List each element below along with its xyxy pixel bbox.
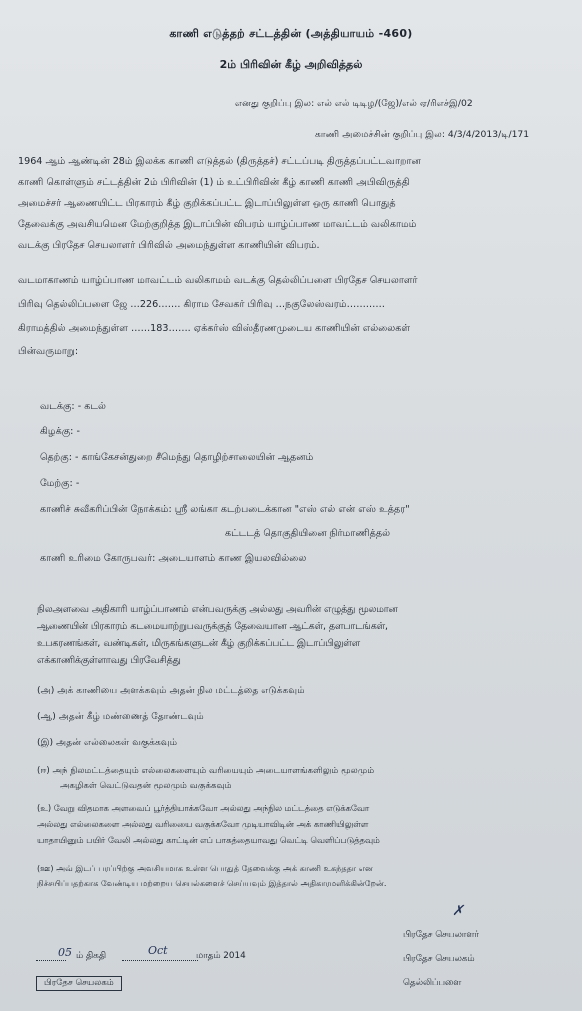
signatory-location: தெல்லிப்பளை [403, 978, 462, 988]
signature-mark: ✗ [452, 903, 464, 919]
list-item: (ஆ) அதன் கீழ் மண்ணைத் தோண்டவும் [37, 711, 204, 722]
list-item: நிச்சயிப்பதற்காக வேண்டிய மற்றைய செயல்களைச் செய்யவும் இத்தால் அதிகாரமளிக்கின்றேன். [37, 878, 387, 888]
date-day-suffix: ம் திகதி [76, 951, 106, 961]
intro-line: வடக்கு பிரதேச செயலாளர் பிரிவில் அமைந்துள்ள காணியின் விபரம். [18, 240, 320, 251]
date-day-line [36, 960, 66, 961]
list-item: (இ) அதன் எல்லைகள் வகுக்கவும் [37, 737, 178, 748]
list-item: (அ) அக் காணியை அளக்கவும் அதன் நில மட்டத்தை எடுக்கவும் [37, 685, 305, 696]
location-line: கிராமத்தில் அமைந்துள்ள ……183……. ஏக்கர்ஸ் விஸ்தீரணமுடைய காணியின் எல்லைகள் [18, 323, 411, 334]
date-month: Oct [148, 944, 168, 957]
authority-line: நிலஅளவை அதிகாரி யாழ்ப்பாணம் என்பவருக்கு அல்லது அவரின் எழுத்து மூலமான [37, 604, 398, 615]
boundary-south: தெற்கு: - காங்கேசன்துறை சீமெந்து தொழிற்சாலையின் ஆதனம் [40, 452, 314, 463]
boundary-west: மேற்கு: - [40, 478, 80, 489]
intro-line: 1964 ஆம் ஆண்டின் 28ம் இலக்க காணி எடுத்தல் (திருத்தச்) சட்டப்படி திருத்தப்பட்டவாறான [18, 156, 421, 167]
location-line: பின்வருமாறு: [18, 346, 79, 357]
intro-line: அமைச்சர் ஆணையிட்ட பிரகாரம் கீழ் குறிக்கப்பட்ட இடாப்பிலுள்ள ஒரு காணி பொதுத் [18, 198, 396, 209]
reference-ministry: காணி அமைச்சின் குறிப்பு இல: 4/3/4/2013/டி/171 [315, 129, 530, 140]
date-month-suffix: மாதம் 2014 [196, 951, 246, 961]
acquisition-purpose-cont: கட்டடத் தொகுதியினை நிர்மாணித்தல் [225, 528, 391, 539]
office-stamp: பிரதேச செயலகம் [36, 976, 122, 991]
land-claimant: காணி உரிமை கோருபவர்: அடையாளம் காண இயலவில்லை [40, 553, 307, 564]
authority-line: உபகரணங்கள், வண்டிகள், மிருகங்களுடன் கீழ் குறிக்கப்பட்ட இடாப்பிலுள்ள [37, 638, 360, 649]
reference-mine: எனது குறிப்பு இல: எல் எல் டிடிழ/(ஜே)/எல் ஏ/ரிஎச்இ/02 [235, 98, 473, 109]
list-item: (ஊ) அவ் இடப் பரப்பிற்கு அவசியமாக உள்ள பொதுத் தேவைக்கு அக் காணி உகந்ததா என [37, 863, 373, 873]
location-line: பிரிவு தெல்லிப்பளை ஜே …226……. கிராம சேவகர் பிரிவு …நகுலேஸ்வரம்………… [18, 299, 385, 310]
list-item: யாதாயினும் பயிர் வேலி அல்லது காட்டின் எப் பாகத்தையாவது வெட்டி வெளிப்படுத்தவும் [37, 835, 380, 845]
signatory-title: பிரதேச செயலாளர் [403, 930, 479, 940]
list-item: (உ) வேறு விதமாக அளவைப் பூர்த்தியாக்கவோ அல்லது அந்நில மட்டத்தை எடுக்கவோ [37, 803, 370, 813]
list-item: அல்லது எல்லைகளை அல்லது வரியைை வகுக்கவோ முடியாவிடின் அக் காணியிலுள்ள [37, 819, 369, 829]
list-item: (ஈ) அந் நிலமட்டத்தையும் எல்லைகளையும் வரியையும் அடையாளங்களிலும் மூலமும் [37, 766, 375, 776]
acquisition-purpose: காணிச் சுவீகரிப்பின் நோக்கம்: ஸ்ரீ லங்கா கடற்படைக்கான "எஸ் எல் என் எஸ் உத்தர" [40, 504, 410, 515]
location-line: வடமாகாணம் யாழ்ப்பாண மாவட்டம் வலிகாமம் வடக்கு தெல்லிப்பளை பிரதேச செயலாளர் [18, 275, 418, 286]
date-month-line [122, 960, 198, 961]
signatory-office: பிரதேச செயலகம் [403, 954, 475, 964]
boundary-north: வடக்கு: - கடல் [40, 401, 106, 412]
intro-line: காணி கொள்ளும் சட்டத்தின் 2ம் பிரிவின் (1) ம் உட்பிரிவின் கீழ் காணி காணி அபிவிருத்தி [18, 177, 410, 188]
intro-line: தேவைக்கு அவசியமென மேற்குறித்த இடாப்பின் விபரம் யாழ்ப்பாண மாவட்டம் வலிகாமம் [18, 219, 417, 230]
notice-subtitle: 2ம் பிரிவின் கீழ் அறிவித்தல் [219, 58, 363, 71]
boundary-east: கிழக்கு: - [40, 426, 80, 437]
list-item: அகழிகள் வெட்டுவதன் மூலமும் வகுக்கவும் [60, 781, 232, 791]
notice-title: காணி எடுத்தற் சட்டத்தின் (அத்தியாயம் -460) [169, 27, 413, 40]
date-day: 05 [58, 946, 72, 959]
authority-line: ஆணையின் பிரகாரம் கடமையாற்றுபவருக்குத் தேவையான ஆட்கள், தளபாடங்கள், [37, 621, 388, 632]
authority-line: எக்காணிக்குள்ளாவது பிரவேசித்து [37, 655, 181, 666]
